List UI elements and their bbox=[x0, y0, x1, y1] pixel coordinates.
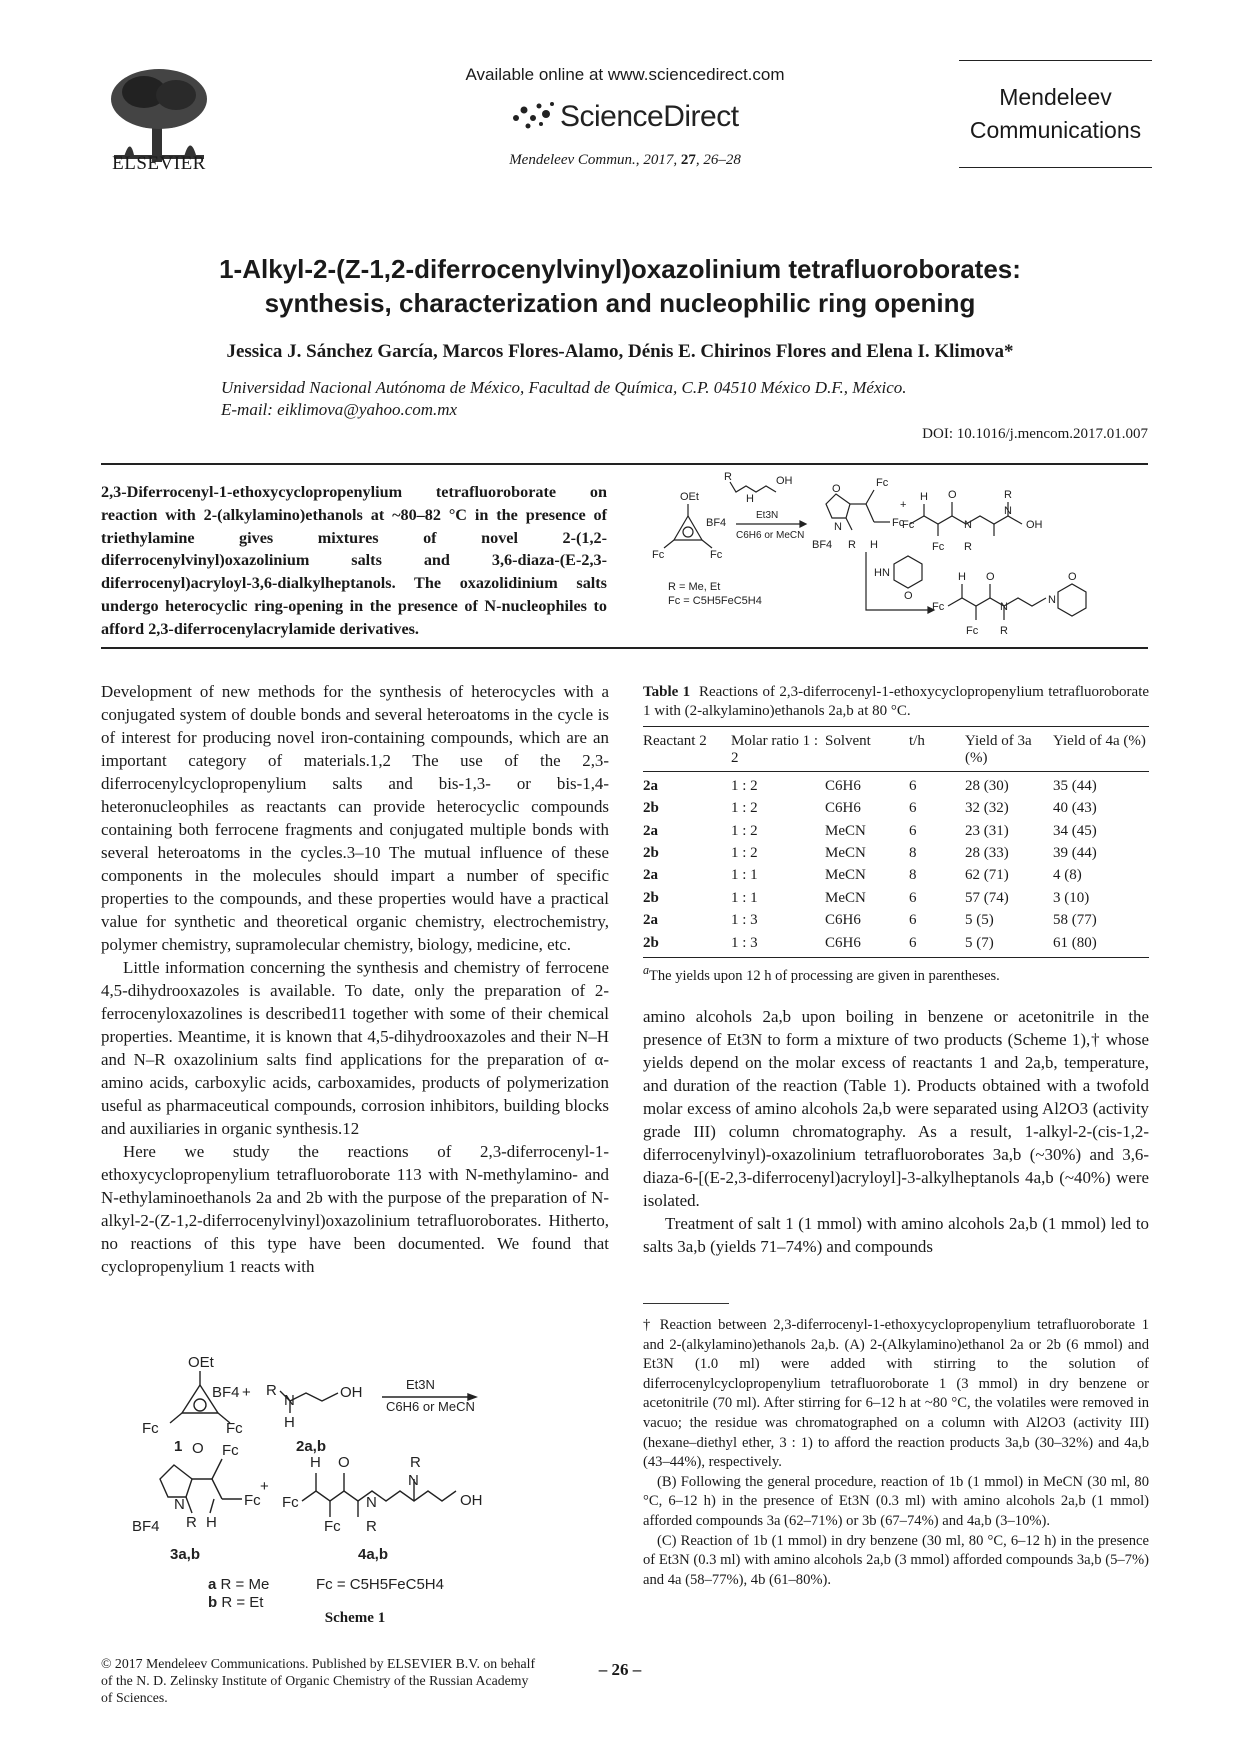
paragraph: Little information concerning the synthesis and chemistry of ferrocene 4,5-dihydrooxazoles is available. To date, only the preparation of 2-ferrocenyloxazolines is described11 together with some of their chemical properties. Meantime, it is known that 4,5-dihydrooxazoles and their N–H and N–R oxazolinium salts find applications for the preparation of α-amino acids, carboxylic acids, carboxamides, products of polymerization useful as pharmaceutical compounds, corrosion inhibitors, building blocks and auxiliaries in organic synthesis.12 bbox=[101, 958, 609, 1138]
ga-o-label-2: O bbox=[948, 489, 957, 501]
ga-r-label-2: R bbox=[848, 539, 856, 551]
scheme-caption: Scheme 1 bbox=[324, 1610, 386, 1626]
scheme-bf4-2: BF4 bbox=[132, 1518, 160, 1535]
table-cell: 2b bbox=[643, 932, 731, 958]
scheme-o-1: O bbox=[192, 1440, 204, 1457]
title-line2: synthesis, characterization and nucleophilic ring opening bbox=[264, 288, 976, 318]
available-online-text: Available online at www.sciencedirect.com bbox=[465, 65, 785, 84]
table-cell: MeCN bbox=[825, 867, 866, 884]
scheme-h-3: H bbox=[310, 1454, 321, 1471]
table-cell: 62 (71) bbox=[965, 867, 1009, 884]
table-cell: 4 (8) bbox=[1053, 867, 1082, 884]
table-row bbox=[643, 932, 1149, 958]
ga-oh-label-1: OH bbox=[776, 475, 793, 487]
scheme-label-4ab: 4a,b bbox=[358, 1546, 389, 1563]
body-left-column bbox=[101, 680, 609, 1278]
citation-line bbox=[440, 152, 810, 169]
table-cell: C6H6 bbox=[825, 912, 861, 929]
table-cell: C6H6 bbox=[825, 778, 861, 795]
table-cell: 1 : 2 bbox=[731, 800, 758, 817]
ga-n-label-5: N bbox=[1048, 594, 1056, 606]
affiliation-address: Universidad Nacional Autónoma de México, Facultad de Química, C.P. 04510 México D.F., México. bbox=[221, 378, 907, 397]
author-list: Jessica J. Sánchez García, Marcos Flores-Alamo, Dénis E. Chirinos Flores and Elena I. Klimova* bbox=[226, 341, 1014, 362]
table-note-text: The yields upon 12 h of processing are given in parentheses. bbox=[649, 967, 1000, 984]
table-cell: MeCN bbox=[825, 889, 866, 906]
table-cell: 5 (5) bbox=[965, 912, 994, 929]
elsevier-wordmark: ELSEVIER bbox=[112, 153, 206, 174]
scheme-fc-definition: Fc = C5H5FeC5H4 bbox=[316, 1576, 444, 1593]
table-row bbox=[643, 909, 1149, 931]
table-cell: 23 (31) bbox=[965, 822, 1009, 839]
paragraph: amino alcohols 2a,b upon boiling in benzene or acetonitrile in the presence of Et3N to form a mixture of two products (Scheme 1),† whose yields depend on the molar excess of reactants 1 and 2a,b, temperature, and duration of the reaction (Table 1). Products obtained with a twofold molar excess of amino alcohols 2a,b were separated using Al2O3 (activity grade III) column chromatography. As a result, 1-alkyl-2-(cis-1,2-diferrocenylvinyl)-oxazolinium tetrafluoroborates 3a,b (~30%) and 3,6-diaza-6-[(E-2,3-diferrocenyl)acryloyl]-3-alkylheptanols 4a,b (~40%) were isolated. bbox=[643, 1007, 1149, 1210]
ga-fc-label-3: Fc bbox=[876, 477, 889, 489]
ga-r-label-4: R bbox=[1004, 489, 1012, 501]
table-cell: 2a bbox=[643, 778, 658, 795]
table-cell: 28 (30) bbox=[965, 778, 1009, 795]
title-line1: 1-Alkyl-2-(Z-1,2-diferrocenylvinyl)oxazolinium tetrafluoroborates: bbox=[219, 254, 1021, 284]
ga-hn-label: HN bbox=[874, 567, 890, 579]
abstract-top-rule bbox=[101, 463, 1148, 465]
table-cell: 5 (7) bbox=[965, 932, 1053, 958]
abstract-text: 2,3-Diferrocenyl-1-ethoxycyclopropenylium tetrafluoroborate on reaction with 2-(alkylamino)ethanols at ~80–82 °C in the presence of triethylamine gives mixtures of novel 2-(1,2-diferrocenylvinyl)oxazolinium salts and 3,6-diaza-(E-2,3-diferrocenyl)acryloyl-3,6-dialkylheptanols. The oxazolidinium salts undergo heterocyclic ring-opening in the presence of N-nucleophiles to afford 2,3-diferrocenylacrylamide derivatives. bbox=[101, 483, 607, 638]
table-cell: 35 (44) bbox=[1053, 778, 1097, 795]
ga-fc-label-2: Fc bbox=[710, 549, 723, 561]
table-row bbox=[643, 772, 1149, 798]
paragraph: Here we study the reactions of 2,3-diferrocenyl-1-ethoxycyclopropenylium tetrafluoroborate 113 with N-methylamino- and N-ethylaminoethanols 2a and 2b with the purpose of the preparation of N-alkyl-2-(Z-1,2-diferrocenylvinyl)oxazolinium tetrafluoroborates. Hitherto, no reactions of this type have been documented. We found that cyclopropenylium 1 reacts with bbox=[101, 1142, 609, 1276]
citation-year: 2017, bbox=[639, 152, 681, 168]
page-number: – 26 – bbox=[598, 1660, 642, 1679]
scheme-label-3ab: 3a,b bbox=[170, 1546, 201, 1563]
citation-journal: Mendeleev Commun., bbox=[509, 152, 640, 168]
scheme-oh-2: OH bbox=[460, 1492, 483, 1509]
journal-name-line2: Communications bbox=[969, 117, 1142, 143]
table-cell: 2b bbox=[643, 844, 659, 861]
table-cell: 2a bbox=[643, 822, 658, 839]
scheme-r-1: R bbox=[266, 1382, 277, 1399]
ga-h-label-1: H bbox=[746, 493, 754, 505]
ga-o-label-1: O bbox=[832, 483, 841, 495]
ga-conditions-1: Et3N bbox=[756, 510, 779, 521]
table-cell: 1 : 2 bbox=[731, 844, 758, 861]
col-header: Reactant 2 bbox=[643, 727, 731, 772]
scheme-n-3: N bbox=[366, 1494, 377, 1511]
reaction-scheme-1 bbox=[130, 1345, 580, 1635]
footnote-rule bbox=[643, 1303, 729, 1304]
scheme-fc-2: Fc bbox=[226, 1420, 243, 1437]
article-title bbox=[100, 252, 1140, 320]
table-row bbox=[643, 820, 1149, 842]
scheme-label-2ab: 2a,b bbox=[296, 1438, 327, 1455]
ga-fc-label-6: Fc bbox=[932, 541, 945, 553]
scheme-fc-6: Fc bbox=[324, 1518, 341, 1535]
scheme-def-a: R = Me bbox=[220, 1576, 270, 1593]
ga-bf4-label-2: BF4 bbox=[812, 539, 833, 551]
footnote-paragraph: (B) Following the general procedure, reaction of 1b (1 mmol) in MeCN (30 ml, 80 °C, 6–12 h) in the presence of Et3N (0.3 ml) with amino alcohols 2a,b (1 mmol) afforded compounds 3a (62–71%) or 3b (67–74%) and 4a,b (3–10%). bbox=[643, 1473, 1149, 1529]
svg-text:b R = Et: b R = Et bbox=[208, 1594, 264, 1611]
scheme-plus-2: + bbox=[260, 1478, 269, 1495]
scheme-r-3: R bbox=[366, 1518, 377, 1535]
ga-conditions-2: C6H6 or MeCN bbox=[736, 530, 805, 541]
scheme-conditions-1: Et3N bbox=[406, 1377, 435, 1392]
affiliation bbox=[221, 377, 1121, 421]
scheme-label-1: 1 bbox=[174, 1438, 183, 1455]
ga-fc-label-5: Fc bbox=[902, 519, 915, 531]
table-row bbox=[643, 865, 1149, 887]
table-cell: 1 : 1 bbox=[731, 889, 758, 906]
ga-n-label-2: N bbox=[964, 519, 972, 531]
table-cell: 6 bbox=[909, 822, 917, 839]
col-header: Yield of 3a (%) bbox=[965, 727, 1053, 772]
graphical-abstract-scheme bbox=[648, 468, 1148, 648]
table-cell: 1 : 3 bbox=[731, 932, 825, 958]
table-cell: 8 bbox=[909, 867, 917, 884]
journal-name-line1: Mendeleev bbox=[999, 84, 1112, 110]
scheme-oh-1: OH bbox=[340, 1384, 363, 1401]
scheme-fc-1: Fc bbox=[142, 1420, 159, 1437]
scheme-n-1: N bbox=[284, 1392, 295, 1409]
footnote-paragraph: † Reaction between 2,3-diferrocenyl-1-ethoxycyclopropenylium tetrafluoroborate 1 and 2-(alkylamino)ethanols 2a,b. (A) 2-(Alkylamino)ethanol 2a or 2b (6 mmol) and Et3N (1.0 ml) were added with stirring to the solution of diferrocenylcyclopropenylium tetrafluoroborate 1 (3 mmol) in dry benzene or acetonitrile (70 ml). After stirring for 6–12 h at ~80 °C, the volatiles were removed in vacuo; the residue was chromatographed on a column with Al2O3 (activity III) (hexane–diethyl ether, 3 : 1) to afford the reaction products 3a,b (30–32%) and 4a,b (43–44%), respectively. bbox=[643, 1317, 1149, 1471]
scheme-h-1: H bbox=[284, 1414, 295, 1431]
table-cell: 2b bbox=[643, 889, 659, 906]
ga-n-label-1: N bbox=[834, 521, 842, 533]
table-cell: 6 bbox=[909, 889, 917, 906]
col-header: Yield of 4a (%) bbox=[1053, 727, 1149, 772]
experimental-footnote bbox=[643, 1316, 1149, 1590]
body-right-column bbox=[643, 1005, 1149, 1258]
ga-fc-label-8: Fc bbox=[966, 625, 979, 637]
author-email: E-mail: eiklimova@yahoo.com.mx bbox=[221, 400, 458, 419]
sciencedirect-brand: ScienceDirect bbox=[560, 100, 739, 133]
ga-fc-definition: Fc = C5H5FeC5H4 bbox=[668, 595, 762, 607]
ga-o-label-4: O bbox=[986, 571, 995, 583]
doi-link[interactable]: DOI: 10.1016/j.mencom.2017.01.007 bbox=[922, 426, 1148, 442]
scheme-conditions-2: C6H6 or MeCN bbox=[386, 1399, 475, 1414]
table-cell: 39 (44) bbox=[1053, 844, 1097, 861]
col-header: Molar ratio 1 : 2 bbox=[731, 727, 825, 772]
ga-plus-sign: + bbox=[900, 499, 907, 511]
ga-fc-label-7: Fc bbox=[932, 601, 945, 613]
table-caption-text: Reactions of 2,3-diferrocenyl-1-ethoxycyclopropenylium tetrafluoroborate 1 with (2-alkylamino)ethanols 2a,b at 80 °C. bbox=[643, 684, 1150, 719]
ga-o-label-3: O bbox=[904, 590, 913, 602]
table-cell: 1 : 2 bbox=[731, 778, 758, 795]
abstract-bottom-rule bbox=[101, 647, 1148, 649]
table-cell: 3 (10) bbox=[1053, 889, 1090, 906]
scheme-bf4: BF4 bbox=[212, 1384, 240, 1401]
citation-pages: , 26–28 bbox=[695, 152, 741, 168]
table-cell: 2b bbox=[643, 800, 659, 817]
ga-r-definition: R = Me, Et bbox=[668, 581, 721, 593]
table-cell: 6 bbox=[909, 778, 917, 795]
ga-o-label-5: O bbox=[1068, 571, 1077, 583]
table-cell: 8 bbox=[909, 844, 917, 861]
ga-n-label-3: N bbox=[1004, 505, 1012, 517]
scheme-n-2: N bbox=[174, 1496, 185, 1513]
scheme-fc-3: Fc bbox=[222, 1442, 239, 1459]
ga-bf4-label: BF4 bbox=[706, 517, 727, 529]
table-cell: MeCN bbox=[825, 822, 866, 839]
table-cell: 6 bbox=[909, 912, 917, 929]
ga-r-label-5: R bbox=[1000, 625, 1008, 637]
scheme-def-b: R = Et bbox=[221, 1594, 264, 1611]
table-footnote: $^a$The yields upon 12 h of processing are given in parentheses. bbox=[643, 963, 1000, 984]
journal-name-box bbox=[959, 60, 1152, 168]
ga-h-label-2: H bbox=[870, 539, 878, 551]
col-header: Solvent bbox=[825, 727, 909, 772]
ga-h-label-4: H bbox=[958, 571, 966, 583]
scheme-o-2: O bbox=[338, 1454, 350, 1471]
table-cell: 6 bbox=[909, 932, 965, 958]
table-row bbox=[643, 798, 1149, 820]
ga-fc-label-1: Fc bbox=[652, 549, 665, 561]
table-row bbox=[643, 842, 1149, 864]
footnote-paragraph: (C) Reaction of 1b (1 mmol) in dry benzene (30 ml, 80 °C, 6–12 h) in the presence of Et3N (0.3 ml) with amino alcohols 2a,b (3 mmol) afforded compounds 3a,b (5–7%) and 4a (58–77%), 4b (61–80%). bbox=[643, 1532, 1149, 1588]
table-cell: 28 (33) bbox=[965, 844, 1009, 861]
svg-text:a R = Me: a R = Me bbox=[208, 1576, 270, 1593]
table-cell: 6 bbox=[909, 800, 917, 817]
table-cell: 1 : 2 bbox=[731, 822, 758, 839]
table-cell: 1 : 3 bbox=[731, 912, 758, 929]
table-caption-label: Table 1 bbox=[643, 684, 691, 700]
table-caption bbox=[643, 683, 1149, 721]
scheme-n-4: N bbox=[408, 1472, 419, 1489]
table-cell: C6H6 bbox=[825, 800, 861, 817]
table-cell: MeCN bbox=[825, 844, 866, 861]
table-cell: 40 (43) bbox=[1053, 800, 1097, 817]
scheme-r-2: R bbox=[186, 1514, 197, 1531]
scheme-plus-1: + bbox=[242, 1384, 251, 1401]
scheme-r-4: R bbox=[410, 1454, 421, 1471]
ga-h-label-3: H bbox=[920, 491, 928, 503]
citation-volume: 27 bbox=[680, 152, 696, 168]
ga-n-label-4: N bbox=[1000, 601, 1008, 613]
table-cell: 61 (80) bbox=[1053, 932, 1149, 958]
table-cell: 1 : 1 bbox=[731, 867, 758, 884]
ga-fc-label-4: Fc bbox=[892, 517, 905, 529]
table-cell: 57 (74) bbox=[965, 889, 1009, 906]
table-header-row bbox=[643, 727, 1149, 772]
ga-oet-label: OEt bbox=[680, 491, 699, 503]
paragraph: Development of new methods for the synthesis of heterocycles with a conjugated system of double bonds and several heteroatoms in the cycle is of interest for producing novel iron-containing compounds, which are an important category of materials.1,2 The use of the 2,3-diferrocenylcyclopropenylium salts and bis-1,3- or bis-1,4-heteronucleophiles as reactants can provide heterocyclic compounds containing both ferrocene fragments and conjugated multiple bonds with several heteroatoms in the cycles.3–10 The mutual influence of these components in the molecules should impart a number of specific properties to the compounds, and these properties would have a practical value for synthetic and theoretical organic chemistry, electrochemistry, polymer chemistry, supramolecular chemistry, biology, medicine, etc. bbox=[101, 682, 609, 954]
table-cell: 34 (45) bbox=[1053, 822, 1097, 839]
paragraph: Treatment of salt 1 (1 mmol) with amino alcohols 2a,b (1 mmol) led to salts 3a,b (yields 71–74%) and compounds bbox=[643, 1214, 1149, 1256]
table-cell: C6H6 bbox=[825, 932, 909, 958]
scheme-fc-5: Fc bbox=[282, 1494, 299, 1511]
table-cell: 58 (77) bbox=[1053, 912, 1097, 929]
ga-oh-label-2: OH bbox=[1026, 519, 1043, 531]
scheme-oet: OEt bbox=[188, 1354, 214, 1371]
ga-r-label-1: R bbox=[724, 471, 732, 483]
scheme-h-2: H bbox=[206, 1514, 217, 1531]
ga-r-label-3: R bbox=[964, 541, 972, 553]
table-cell: 32 (32) bbox=[965, 800, 1009, 817]
col-header: t/h bbox=[909, 727, 965, 772]
reactions-table bbox=[643, 726, 1149, 958]
copyright-notice: © 2017 Mendeleev Communications. Published by ELSEVIER B.V. on behalf of the N. D. Zelinsky Institute of Organic Chemistry of the Russian Academy of Sciences. bbox=[101, 1656, 536, 1705]
table-cell: 2a bbox=[643, 867, 658, 884]
scheme-fc-4: Fc bbox=[244, 1492, 261, 1509]
table-row bbox=[643, 887, 1149, 909]
table-cell: 2a bbox=[643, 912, 658, 929]
